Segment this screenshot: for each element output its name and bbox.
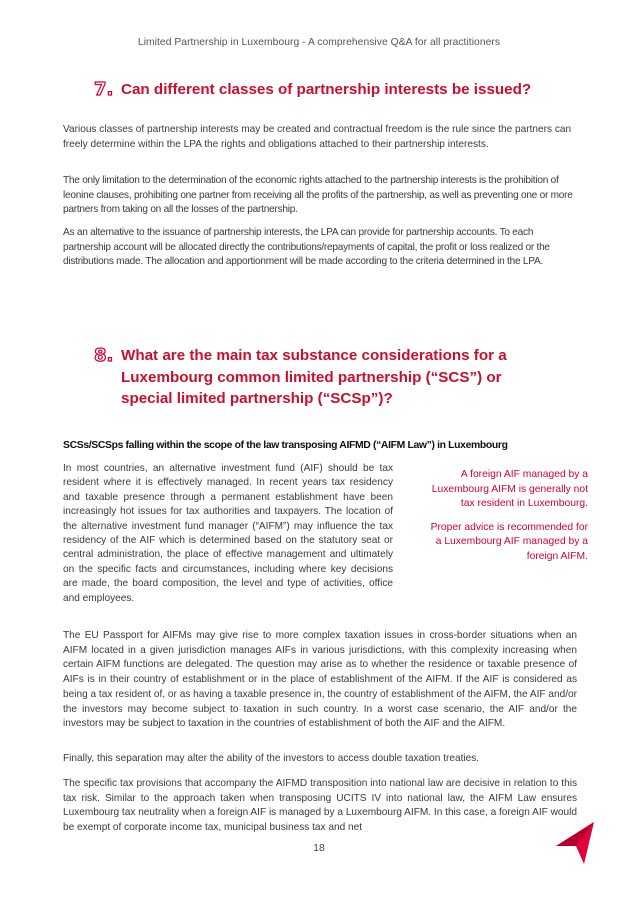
sidebar-callout: [428, 468, 588, 573]
section-8-paragraph-3: The specific tax provisions that accompany the AIFMD transposition into national law are decisive in relation to this tax risk. Similar to the approach taken when transposing UCITS IV into national law, the AIFM Law ensures Luxembourg tax neutrality when a foreign AIF is managed by a Luxembourg AIFM. In this case, a foreign AIF would be exempt of corporate income tax, municipal business tax and net: [63, 778, 577, 834]
section-8-column-text: In most countries, an alternative investment fund (AIF) should be tax resident where it is effectively managed. In recent years tax residency and taxable presence through a permanent establishment have been increasingly hot issues for tax authorities and taxpayers. The location of the alternative investment fund manager (“AIFM”) may influence the tax residency of the AIF which is determined based on the statutory seat or central administration, the place of effective management and ultimately on the specific facts and circumstances, including where key decisions are made, the board composition, the level and type of activities, office and employees.: [63, 463, 393, 604]
section-8-title: What are the main tax substance considerations for a Luxembourg common limited partnership (“SCS”) or special limited partnership (“SCSp”)?: [121, 347, 507, 407]
section-8-number: 8.: [94, 345, 114, 366]
running-header: Limited Partnership in Luxembourg - A comprehensive Q&A for all practitioners: [137, 37, 501, 48]
page-number: 18: [313, 843, 325, 854]
section-8-subheading: SCSs/SCSps falling within the scope of the law transposing AIFMD (“AIFM Law”) in Luxembourg: [63, 440, 508, 451]
sidebar-note-2: Proper advice is recommended for a Luxembourg AIF managed by a foreign AIFM.: [430, 521, 588, 562]
section-7-title: Can different classes of partnership interests be issued?: [121, 81, 532, 98]
section-7-heading: [94, 79, 531, 101]
section-7-number: 7.: [94, 79, 114, 100]
sidebar-note-1: A foreign AIF managed by a Luxembourg AIFM is generally not tax resident in Luxembourg.: [431, 469, 588, 509]
section-7-paragraph-1: Various classes of partnership interests may be created and contractual freedom is the rule since the partners can freely determine within the LPA the rights and obligations attached to their partnership interests.: [63, 124, 572, 150]
section-7-paragraph-3: As an alternative to the issuance of partnership interests, the LPA can provide for partnership accounts. To each partnership account will be allocated directly the contributions/repayments of capital, the profit or loss realized or the distributions made. The allocation and apportionment will be made according to the criteria determined in the LPA.: [63, 227, 550, 268]
section-7-paragraph-2: The only limitation to the determination of the economic rights attached to the partnership interests is the prohibition of leonine clauses, prohibiting one partner from receiving all the profits of the partnership, as well as preventing one or more partners from taking on all the losses of the partnership.: [63, 175, 573, 216]
section-8-paragraph-2: Finally, this separation may alter the ability of the investors to access double taxation treaties.: [63, 753, 480, 764]
section-8-heading: [94, 345, 554, 410]
section-8-paragraph-1: The EU Passport for AIFMs may give rise to more complex taxation issues in cross-border situations when an AIFM located in a given jurisdiction manages AIFs in various jurisdictions, with this complexity increasing when certain AIFM functions are delegated. The question may arise as to whether the residence or taxable presence of AIFs is in their country of establishment or in the place of establishment of the AIFM. If the AIF is considered as being a tax resident of, or as having a taxable presence in, the country of establishment of the AIFM, the AIF and/or the investors may become subject to taxation in such country. In a worst case scenario, the AIF and/or the investors may be subject to taxation in the countries of establishment of both the AIF and the AIFM.: [63, 630, 577, 730]
red-chevron-arrow-icon: [554, 820, 598, 866]
